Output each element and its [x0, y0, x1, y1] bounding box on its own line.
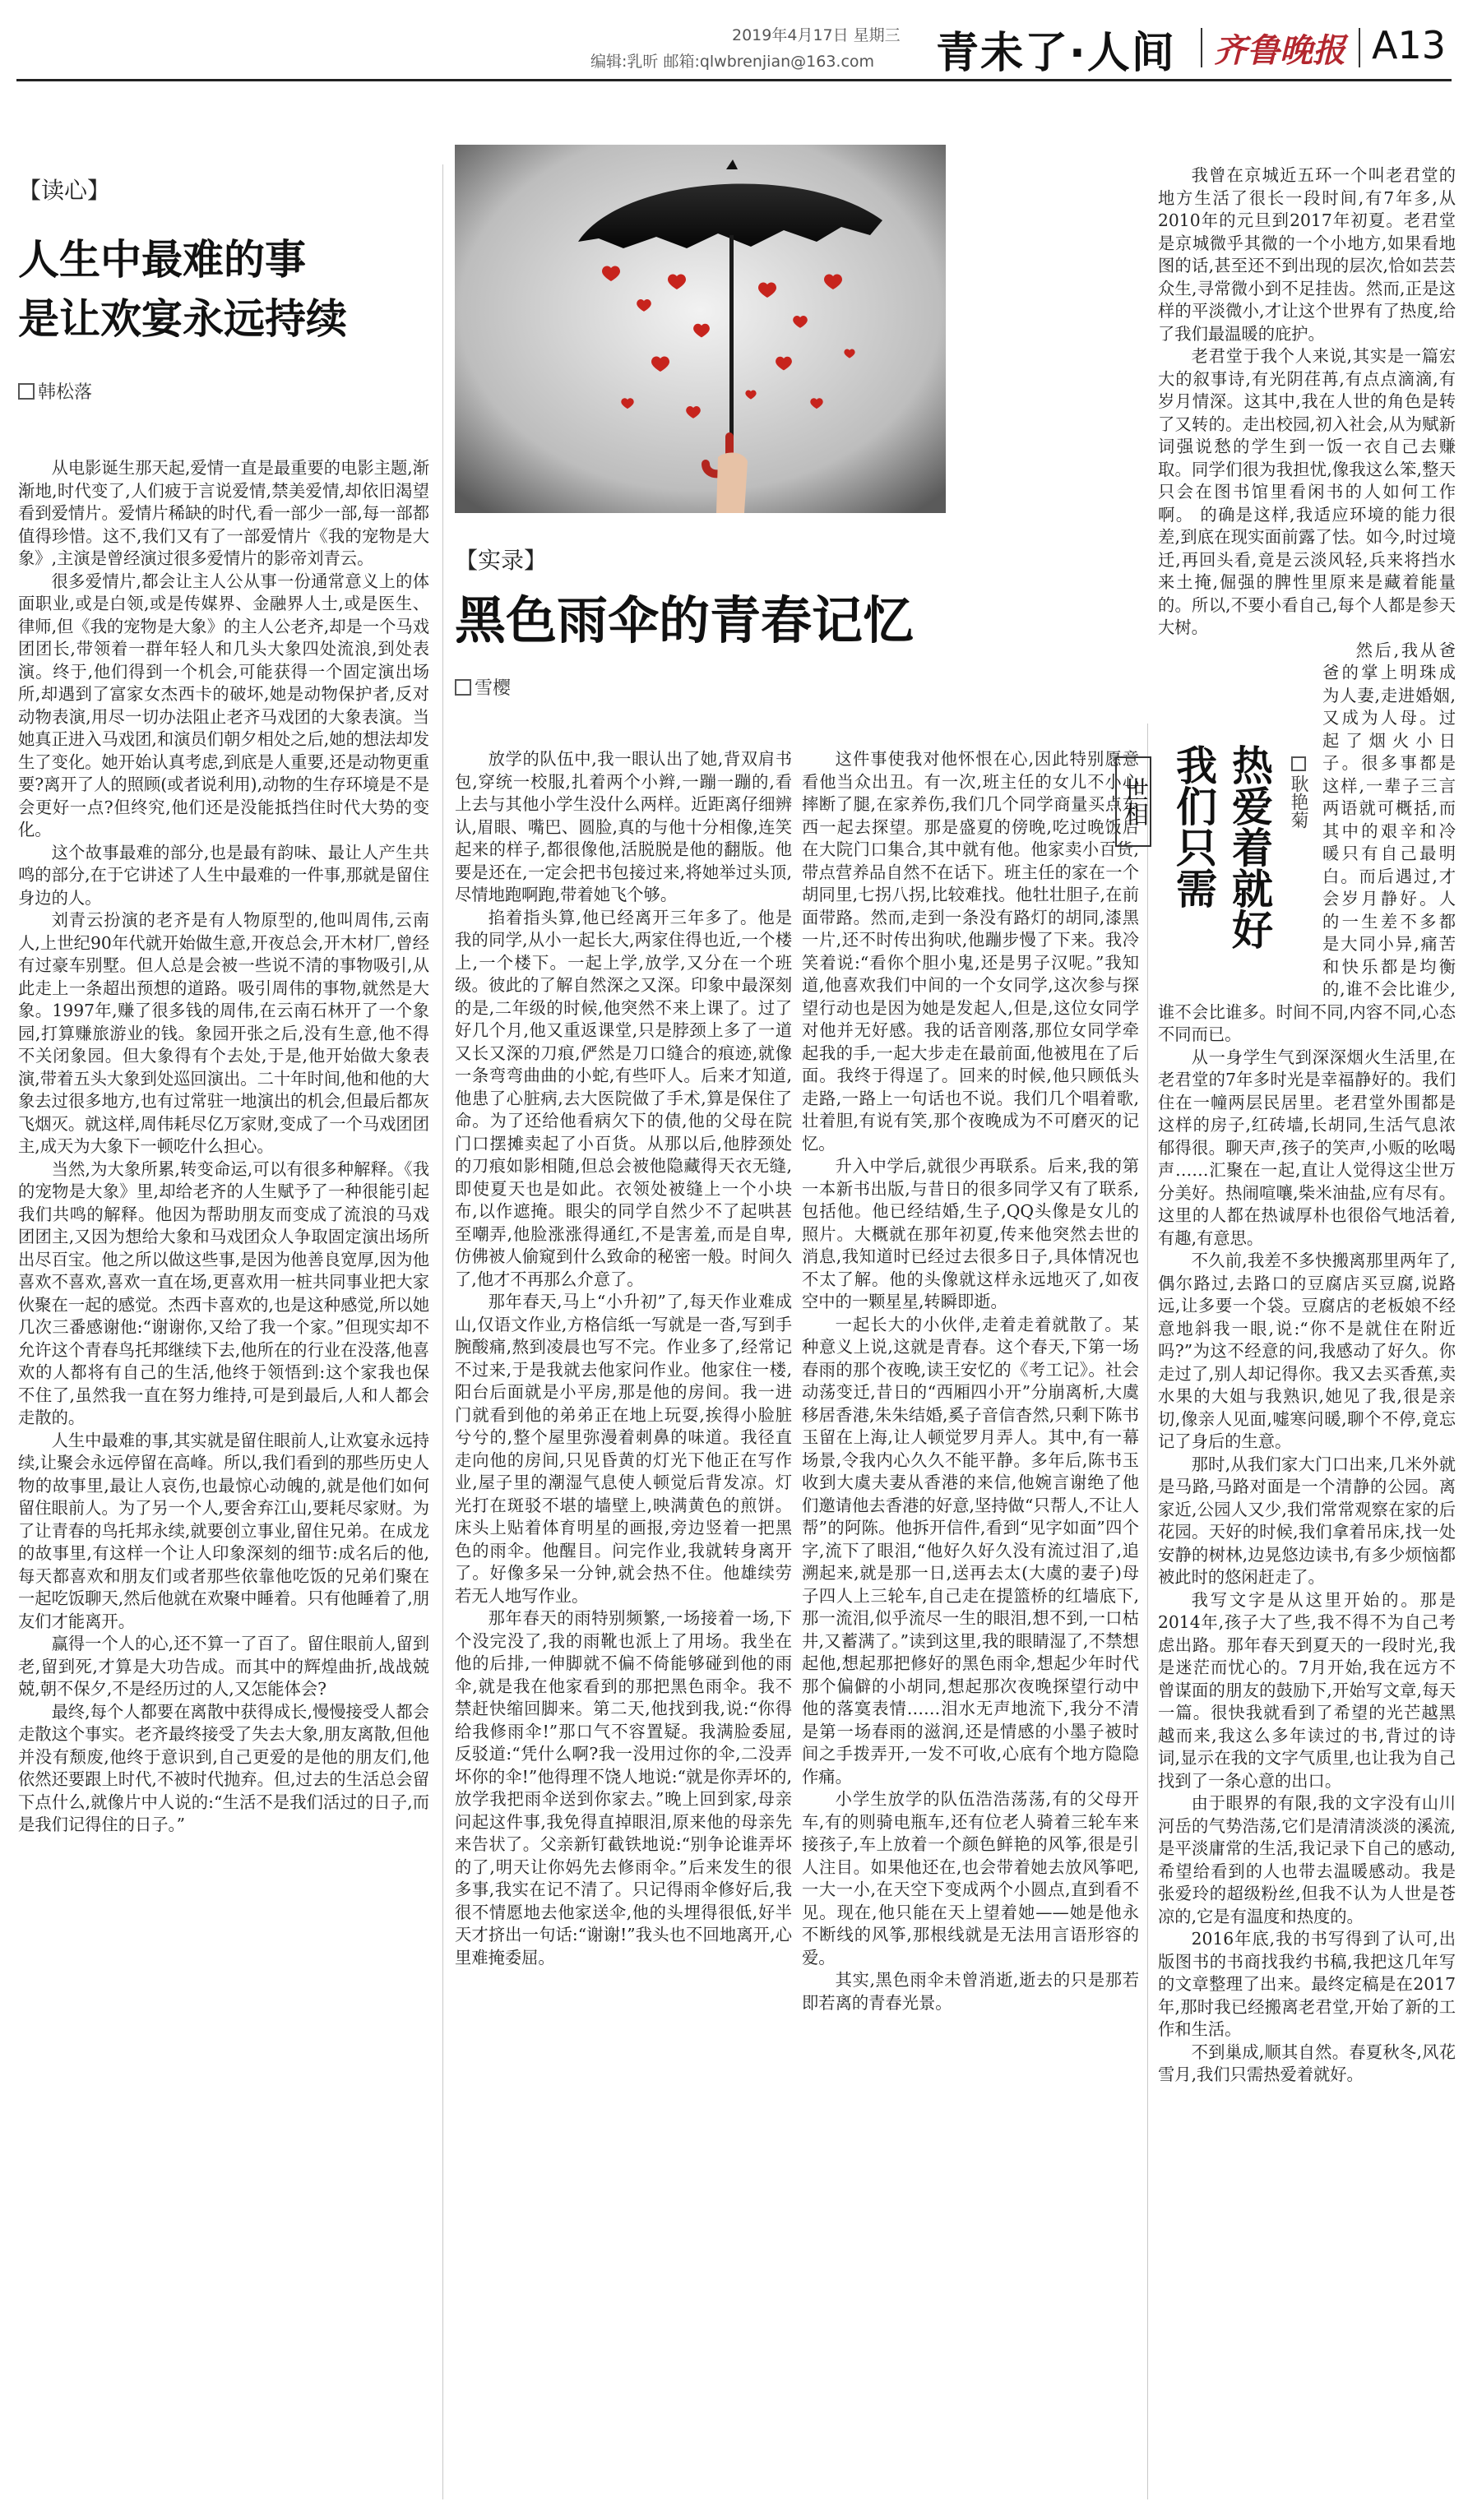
- paragraph: 我曾在京城近五环一个叫老君堂的地方生活了很长一段时间,有7年多,从2010年的元旦到2017年初夏。老君堂是京城微乎其微的一个小地方,如果看地图的话,甚至还不到出现的层次,恰如芸芸众生,寻常微小到不足挂齿。然而,正是这样的平淡微小,才让这个世界有了热度,给了我们最温暖的庇护。: [1158, 165, 1456, 344]
- paragraph: 掐着指头算,他已经离开三年多了。他是我的同学,从小一起长大,两家住得也近,一个楼上,一个楼下。一起上学,放学,又分在一个班级。彼此的了解自然深之又深。印象中最深刻的是,二年级的时候,他突然不来上课了。过了好几个月,他又重返课堂,只是脖颈上多了一道又长又深的刀痕,俨然是刀口缝合的痕迹,就像一条弯弯曲曲的小蛇,有些吓人。后来才知道,他患了心脏病,去大医院做了手术,算是保住了命。为了还给他看病欠下的债,他的父母在院门口摆摊卖起了小百货。从那以后,他脖颈处的刀痕如影相随,但总会被他隐藏得天衣无缝,即使夏天也是如此。衣领处被缝上一个小块布,以作遮掩。眼尖的同学自然少不了起哄甚至嘲弄,他脸涨涨得通红,不是害羞,而是自卑,仿佛被人偷窥到什么致命的秘密一般。时间久了,他才不再那么介意了。: [455, 907, 792, 1289]
- paragraph: 这件事使我对他怀恨在心,因此特别愿意看他当众出丑。有一次,班主任的女儿不小心摔断了腿,在家养伤,我们几个同学商量买点东西一起去探望。那是盛夏的傍晚,吃过晚饭后在大院门口集合,其中就有他。他家卖小百货,带点营养品自然不在话下。班主任的家在一个胡同里,七拐八拐,比较难找。他牡壮胆子,在前面带路。然而,走到一条没有路灯的胡同,漆黑一片,还不时传出狗吠,他蹦步慢了下来。我冷笑着说:“看你个胆小鬼,还是男子汉呢。”我知道,他喜欢我们中间的一个女同学,这次参与探望行动也是因为她是发起人,但是,这位女同学对他并无好感。我的话音刚落,那位女同学牵起我的手,一起大步走在最前面,他被甩在了后面。我终于得逞了。回来的时候,他只顾低头走路,一路上一句话也不说。我们几个唱着歌,壮着胆,有说有笑,那个夜晚成为不可磨灭的记忆。: [802, 749, 1139, 1154]
- paragraph: 小学生放学的队伍浩浩荡荡,有的父母开车,有的则骑电瓶车,还有位老人骑着三轮车来接孩子,车上放着一个颜色鲜艳的风筝,很是引人注目。如果他还在,也会带着她去放风筝吧,一大一小,在天空下变成两个小圆点,直到看不见。现在,他只能在天上望着她——她是他永不断线的风筝,那根线就是无法用言语形容的爱。: [802, 1789, 1139, 1967]
- paragraph: 不久前,我差不多快搬离那里两年了,偶尔路过,去路口的豆腐店买豆腐,说路远,让多要一个袋。豆腐店的老板娘不经意地斜我一眼,说:“你不是就住在附近吗?”为这不经意的问,我感动了好久。你走过了,别人却记得你。我又去买香蕉,卖水果的大姐与我熟识,她见了我,很是亲切,像亲人见面,嘘寒问暖,聊个不停,竟忘记了身后的生意。: [1158, 1251, 1456, 1451]
- article-title: 黑色雨伞的青春记忆: [455, 590, 915, 650]
- article-tag: 【读心】: [18, 177, 111, 204]
- umbrella-photo: [455, 145, 946, 513]
- paragraph: 最终,每个人都要在离散中获得成长,慢慢接受人都会走散这个事实。老齐最终接受了失去大象,朋友离散,但他并没有颓废,他终于意识到,自己更爱的是他的朋友们,他依然还要跟上时代,不被时代抛弃。但,过去的生活总会留下点什么,就像片中人说的:“生活不是我们活过的日子,而是我们记得住的日子。”: [18, 1701, 429, 1834]
- paragraph: 升入中学后,就很少再联系。后来,我的第一本新书出版,与昔日的很多同学又有了联系,包括他。他已经结婚,生子,QQ头像是女儿的照片。大概就在那年初夏,传来他突然去世的消息,我知道时已经过去很多日子,具体情况也不太了解。他的头像就这样永远地灭了,如夜空中的一颗星星,转瞬即逝。: [802, 1156, 1139, 1311]
- paragraph: 不到巢成,顺其自然。春夏秋冬,风花雪月,我们只需热爱着就好。: [1158, 2041, 1456, 2084]
- paragraph: 那年春天的雨特别频繁,一场接着一场,下个没完没了,我的雨靴也派上了用场。我坐在他的后排,一伸脚就不偏不倚能够碰到他的雨伞,就是我在他家看到的那把黑色雨伞。我不禁赶快缩回脚来。第二天,他找到我,说:“你得给我修雨伞!”那口气不容置疑。我满脸委屈,反驳道:“凭什么啊?我一没用过你的伞,二没弄坏你的伞!”他得理不饶人地说:“就是你弄坏的,放学我把雨伞送到你家去。”晚上回到家,母亲问起这件事,我免得直掉眼泪,原来他的母亲先来告状了。父亲新钉截铁地说:“别争论谁弄坏的了,明天让你妈先去修雨伞。”后来发生的很多事,我实在记不清了。只记得雨伞修好后,我很不情愿地去他家送伞,他的头埋得很低,好半天才挤出一句话:“谢谢!”我头也不回地离开,心里难掩委屈。: [455, 1608, 792, 1967]
- issue-date: 2019年4月17日 星期三: [732, 26, 901, 44]
- paragraph: 然后,我从爸爸的掌上明珠成为人妻,走进婚姻,又成为人母。过起了烟火小日子。很多事都是这样,一辈子三言两语就可概括,而其中的艰辛和冷暖只有自己最明白。而后遇过,才会岁月静好。人的一生差不多都是大同小异,痛苦和快乐都是均衡的,谁不会比谁少,谁不会比谁多。时间不同,内容不同,心态不同而已。: [1158, 640, 1456, 1044]
- article-tag: 【实录】: [455, 547, 548, 574]
- paragraph: 2016年底,我的书写得到了认可,出版图书的书商找我约书稿,我把这几年写的文章整理了出来。最终定稿是在2017年,那时我已经搬离老君堂,开始了新的工作和生活。: [1158, 1929, 1456, 2039]
- page-number: A13: [1372, 23, 1447, 67]
- author-name: 雪樱: [475, 678, 512, 699]
- author-name: 耿艳菊: [1288, 774, 1308, 829]
- article-title: [18, 230, 347, 349]
- author-name: 韩松落: [38, 382, 93, 403]
- paragraph: 赢得一个人的心,还不算一了百了。留住眼前人,留到老,留到死,才算是大功告成。而其中的辉煌曲折,战战兢兢,朝不保夕,不是经历过的人,又怎能体会?: [18, 1634, 429, 1699]
- author-byline: [455, 674, 511, 700]
- paragraph: 那年春天,马上“小升初”了,每天作业难成山,仅语文作业,方格信纸一写就是一沓,写到手腕酸痛,熬到凌晨也写不完。作业多了,经常记不过来,于是我就去他家问作业。他家住一楼,阳台后面就是小平房,那是他的房间。我一进门就看到他的弟弟正在地上玩耍,挨得小脸脏兮兮的,整个屋里弥漫着刺鼻的味道。我径直走向他的房间,只见昏黄的灯光下他正在写作业,屋子里的潮湿气息使人顿觉后背发凉。灯光打在斑驳不堪的墙壁上,映满黄色的煎饼。床头上贴着体育明星的画报,旁边竖着一把黑色的雨伞。他醒目。问完作业,我就转身离开了。好像多呆一分钟,就会热不住。他雄续劳若无人地写作业。: [455, 1292, 792, 1606]
- paragraph: 一起长大的小伙伴,走着走着就散了。某种意义上说,这就是青春。这个春天,下第一场春雨的那个夜晚,读王安忆的《考工记》。社会动荡变迁,昔日的“西厢四小开”分崩离析,大虞移居香港,朱朱结婚,奚子音信杳然,只剩下陈书玉留在上海,让人顿觉罗月弄人。其中,有一幕场景,令我内心久久不能平静。多年后,陈书玉收到大虞夫妻从香港的来信,他婉言谢绝了他们邀请他去香港的好意,坚持做“只帮人,不让人帮”的阿陈。他拆开信件,看到“见字如面”四个字,流下了眼泪,“他好久好久没有流过泪了,追溯起来,就是那一日,送再去太(大虞的妻子)母子四人上三轮车,自己走在提篮桥的红墙底下,那一流泪,似乎流尽一生的眼泪,想不到,一口枯井,又蓄满了。”读到这里,我的眼睛湿了,不禁想起他,想起那把修好的黑色雨伞,想起少年时代那个偏僻的小胡同,想起那次夜晚探望行动中他的落寞表情……泪水无声地流下,我分不清是第一场春雨的滋润,还是情感的小墨子被时间之手拨弄开,一发不可收,心底有个地方隐隐作痛。: [802, 1314, 1139, 1787]
- column-divider: [1147, 724, 1148, 2499]
- article-title: 热爱着就好: [1225, 744, 1273, 950]
- paragraph: 从电影诞生那天起,爱情一直是最重要的电影主题,渐渐地,时代变了,人们疲于言说爱情,禁美爱情,却依旧渴望看到爱情片。爱情片稀缺的时代,看一部少一部,每一部都值得珍惜。这不,我们又有了一部爱情片《我的宠物是大象》,主演是曾经演过很多爱情片的影帝刘青云。: [18, 458, 429, 568]
- square-icon: [18, 383, 35, 400]
- article-body-col1: [455, 748, 792, 2491]
- article-tag: 世相: [1115, 756, 1151, 847]
- square-icon: [455, 679, 471, 696]
- paragraph: 这个故事最难的部分,也是最有韵味、最让人产生共鸣的部分,在于它讲述了人生中最难的一件事,那就是留住身边的人。: [18, 842, 429, 908]
- article-title: 我们只需: [1169, 744, 1217, 909]
- section-title: 青未了·人间: [936, 29, 1176, 78]
- article-body: [18, 457, 429, 2488]
- paragraph: 很多爱情片,都会让主人公从事一份通常意义上的体面职业,或是白领,或是传媒界、金融界人士,或是医生、律师,但《我的宠物是大象》的主人公老齐,却是一个马戏团团长,带领着一群年轻人和几头大象四处流浪,到处表演。终于,他们得到一个机会,可能获得一个固定演出场所,却遇到了富家女杰西卡的破坏,她是动物保护者,反对动物表演,用尽一切办法阻止老齐马戏团的大象表演。当她真正进入马戏团,和演员们朝夕相处之后,她的想法却发生了变化。她开始认真考虑,到底是人重要,还是动物更重要?离开了人的照顾(或者说利用),动物的生存环境是不是会更好一点?但终究,他们还是没能抵挡住时代大势的变化。: [18, 571, 429, 839]
- paragraph: 人生中最难的事,其实就是留住眼前人,让欢宴永远持续,让聚会永远停留在高峰。所以,我们看到的那些历史人物的故事里,最让人哀伤,也最惊心动魄的,就是他们如何留住眼前人。为了另一个人,要舍弃江山,要耗尽家财。为了让青春的鸟托邦永续,就要创立事业,留住兄弟。在成龙的故事里,有这样一个让人印象深刻的细节:成名后的他,每天都喜欢和朋友们或者那些依靠他吃饭的兄弟们聚在一起吃饭聊天,然后他就在欢聚中睡着。只有他睡着了,朋友们才能离开。: [18, 1430, 429, 1631]
- article-body: [1158, 164, 1456, 2495]
- paragraph: 老君堂于我个人来说,其实是一篇宏大的叙事诗,有光阴荏苒,有点点滴滴,有岁月情深。这其中,我在人世的角色是转了又转的。走出校园,初入社会,从为赋新词强说愁的学生到一饭一衣自己去赚取。同学们很为我担忧,像我这么笨,整天只会在图书馆里看闲书的人如何工作啊。 的确是这样,我适应环境的能力很差,到底在现实面前露了怯。如今,时过境迁,再回头看,竟是云淡风轻,兵来将挡水来土掩,倔强的脾性里原来是藏着能量的。所以,不要小看自己,每个人都是参天大树。: [1158, 346, 1456, 637]
- editor-info: 编辑:乳昕 邮箱:qlwbrenjian@163.com: [590, 53, 875, 71]
- header-divider: [1201, 28, 1202, 67]
- paragraph: 刘青云扮演的老齐是有人物原型的,他叫周伟,云南人,上世纪90年代就开始做生意,开夜总会,开木材厂,曾经有过豪车别墅。但人总是会被一些说不清的事物吸引,从此走上一条超出预想的道路。吸引周伟的事物,就然是大象。1997年,赚了很多钱的周伟,在云南石林开了一个象园,打算赚旅游业的钱。象园开张之后,没有生意,他不得不关闭象园。但大象得有个去处,于是,他开始做大象表演,带着五头大象到处巡回演出。二十年时间,他和他的大象去过很多地方,也有过常驻一地演出的机会,但最后都灰飞烟灭。就这样,周伟耗尽亿万家财,变成了一个马戏团团主,成天为大象下一顿吃什么担心。: [18, 910, 429, 1156]
- header-divider: [1359, 28, 1360, 67]
- title-line: 是让欢宴永远持续: [18, 295, 347, 343]
- paragraph: 当然,为大象所累,转变命运,可以有很多种解释。《我的宠物是大象》里,却给老齐的人生赋予了一种很能引起我们共鸣的解释。他因为帮助朋友而变成了流浪的马戏团团主,又因为想给大象和马戏团众人争取固定演出场所出尽百宝。他之所以做这些事,是因为他善良宽厚,因为他喜欢不喜欢,喜欢一直在场,更喜欢用一桩共同事业把大家伙聚在一起的感觉。杰西卡喜欢的,也是这种感觉,所以她几次三番感谢他:“谢谢你,又给了我一个家。”但现实却不允许这个青春鸟托邦继续下去,他所在的行业在没落,他喜欢的人都将有自己的生活,他终于领悟到:这个家我也保不住了,虽然我一直在努力维持,可是到最后,人和人都会走散的。: [18, 1158, 429, 1427]
- paragraph: 那时,从我们家大门口出来,几米外就是马路,马路对面是一个清静的公园。离家近,公园人又少,我们常常观察在家的后花园。天好的时候,我们拿着吊床,找一处安静的树林,边晃悠边读书,有多少烦恼都被此时的悠闲赶走了。: [1158, 1454, 1456, 1587]
- paragraph: 由于眼界的有限,我的文字没有山川河岳的气势浩荡,它们是清清淡淡的溪流,是平淡庸常的生活,我记录下自己的感动,希望给看到的人也带去温暖感动。我是张爱玲的超级粉丝,但我不认为人世是苍凉的,它是有温度和热度的。: [1158, 1793, 1456, 1926]
- author-byline: [18, 378, 92, 404]
- paragraph: 从一身学生气到深深烟火生活里,在老君堂的7年多时光是幸福静好的。我们住在一幢两层民居里。老君堂外围都是这样的房子,红砖墙,长胡同,生活气息浓郁得很。聊天声,孩子的笑声,小贩的吆喝声……汇聚在一起,直让人觉得这尘世万分美好。热闹喧嚷,柴米油盐,应有尽有。这里的人都在热诚厚朴也很俗气地活着,有趣,有意思。: [1158, 1047, 1456, 1248]
- article-body-col2: [802, 748, 1139, 2491]
- header-rule: [16, 79, 1452, 81]
- paragraph: 放学的队伍中,我一眼认出了她,背双肩书包,穿统一校服,扎着两个小辫,一蹦一蹦的,看上去与其他小学生没什么两样。近距离仔细辨认,眉眼、嘴巴、圆脸,真的与他十分相像,连笑起来的样子,都很像他,活脱脱是他的翻版。他要是还在,一定会把书包接过来,将她举过头顶,尽情地跑啊跑,带着她飞个够。: [455, 749, 792, 904]
- title-float-spacer: [1158, 640, 1322, 1001]
- paragraph: 我写文字是从这里开始的。那是2014年,孩子大了些,我不得不为自己考虑出路。那年春天到夏天的一段时光,我是迷茫而忧心的。7月开始,我在远方不曾谋面的朋友的鼓励下,开始写文章,每天一篇。很快我就看到了希望的光芒越黑越而来,我这么多年读过的书,背过的诗词,显示在我的文字气质里,也让我为自己找到了一条心意的出口。: [1158, 1589, 1456, 1791]
- umbrella-illustration: [455, 145, 946, 513]
- paragraph: 其实,黑色雨伞未曾消逝,逝去的只是那若即若离的青春光景。: [802, 1970, 1139, 2013]
- newspaper-logo: 齐鲁晚报: [1214, 31, 1345, 70]
- column-divider: [442, 164, 443, 2499]
- title-line: 人生中最难的事: [18, 236, 306, 284]
- page-header: [0, 0, 1468, 79]
